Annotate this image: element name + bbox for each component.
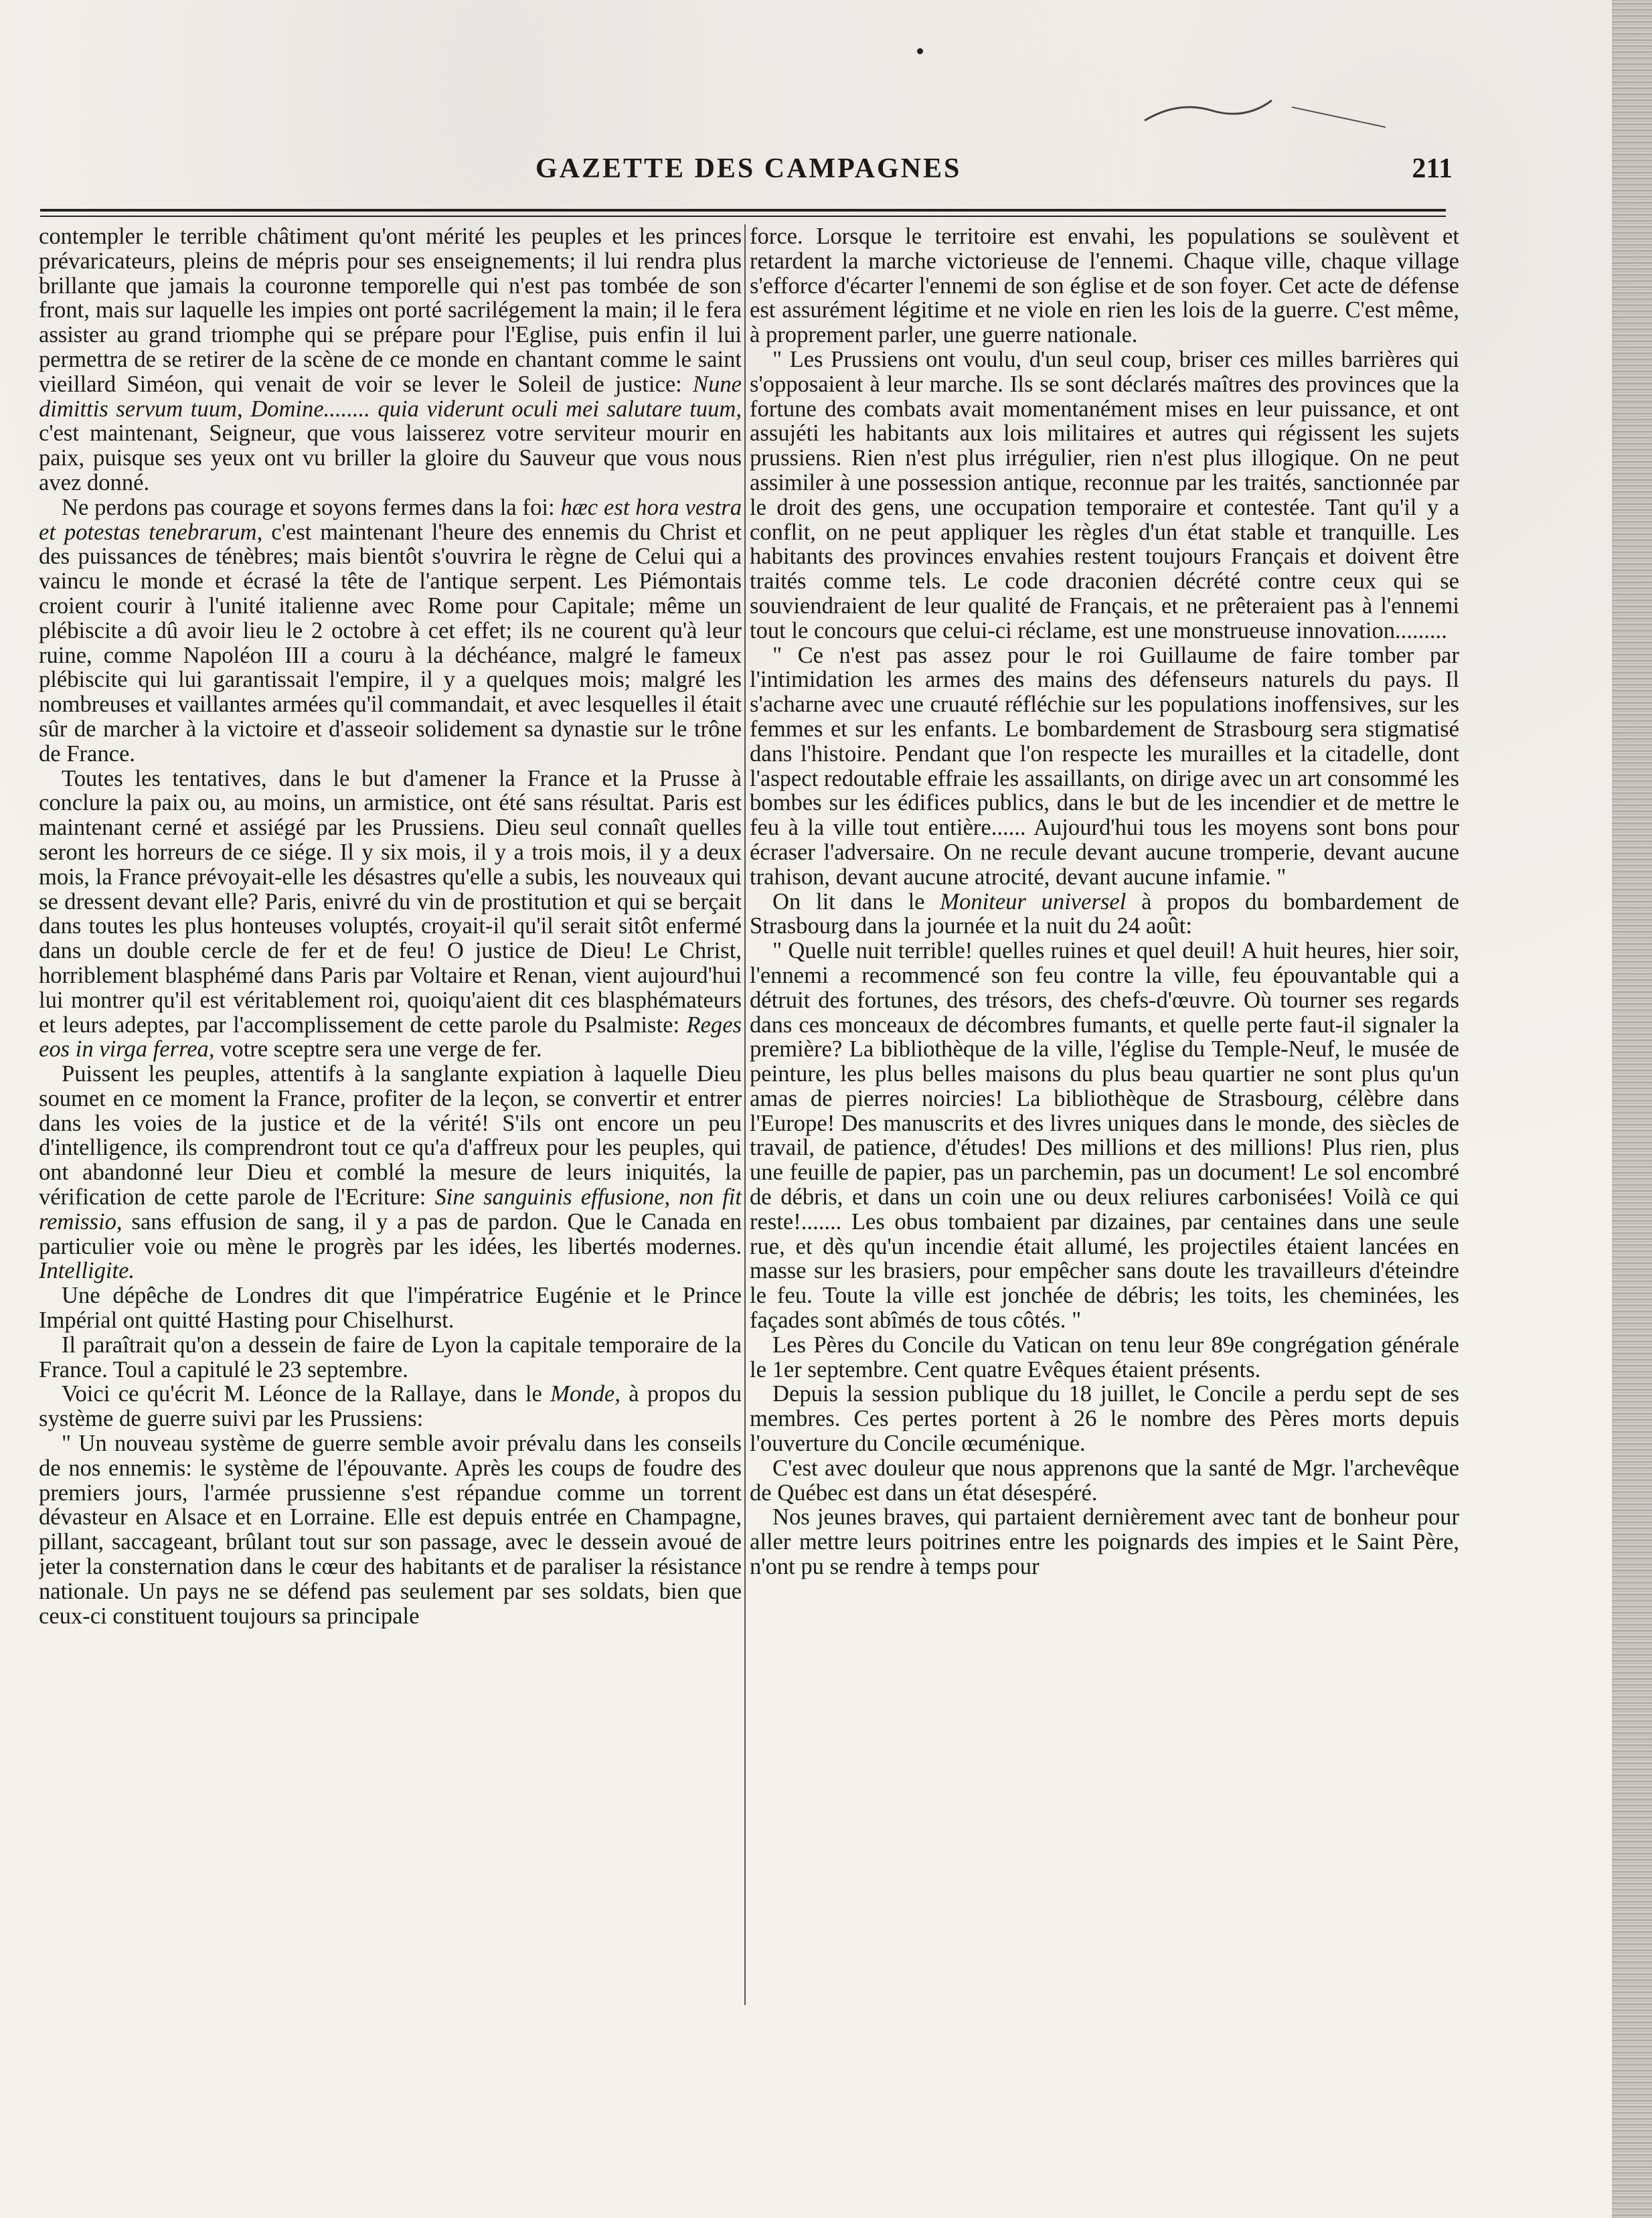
text-run: Ne perdons pas courage et soyons fermes dans la foi: [62,494,561,520]
paragraph-concile-membres [750,1382,1459,1455]
text-run: Puissent les peuples, attentifs à la sanglante expiation à laquelle Dieu soumet en ce moment la France, profiter de la leçon, se convertir et entrer dans les voies de la justice et de la vérité! S'ils ont encore un peu d'intelligence, ils comprendront tout ce qu'a d'affreux pour les peuples, qui ont abandonné leur Dieu et comblé la mesure de leurs iniquités, la vérification de cette parole de l'Ecriture: [39,1061,742,1210]
latin-quote: Intelligite. [39,1258,135,1284]
paragraph-force [750,224,1459,347]
text-run: " Un nouveau système de guerre semble avoir prévalu dans les conseils de nos ennemis: le système de l'épouvante. Après les coups de foudre des premiers jours, l'armée prussienne s'est répandue comme un torrent dévasteur en Alsace et en Lorraine. Elle est depuis entrée en Champagne, pillant, saccageant, brûlant tout sur son passage, avec le dessein avoué de jeter la consternation dans le cœur des habitants et de paraliser la résistance nationale. Un pays ne se défend pas seulement par ses soldats, bien que ceux-ci constituent toujours sa principale [39,1431,742,1629]
text-run: contempler le terrible châtiment qu'ont mérité les peuples et les princes prévaricateurs, pleins de mépris pour ses enseignements; il lui rendra plus brillante que jamais la couronne temporelle qui n'est pas tombée de son front, mais sur laquelle les impies ont porté sacrilégement la main; il le fera assister au grand triomphe qui se prépare pour l'Eglise, puis enfin il lui permettra de se retirer de la scène de ce monde en chantant comme le saint vieillard Siméon, qui venait de voir se lever le Soleil de justice: [39,224,742,397]
text-run: Nos jeunes braves, qui partaient dernièrement avec tant de bonheur pour aller mettre leurs poitrines entre les poignards des impies et le Saint Père, n'ont pu se rendre à temps pour [750,1504,1459,1580]
paragraph-concile-congregation [750,1333,1459,1382]
page-number: 211 [1412,153,1453,184]
journal-name: Monde, [550,1381,621,1407]
paragraph-puissent [39,1062,742,1283]
text-run: à propos du système de guerre suivi par les Prussiens: [39,1381,742,1432]
column-divider [744,224,746,2005]
journal-name: Moniteur universel [940,888,1127,915]
paragraph-tentatives [39,767,742,1062]
ink-speck [917,48,923,54]
paragraph-archeveque [750,1456,1459,1506]
text-run: Les Pères du Concile du Vatican on tenu leur 89e congrégation générale le 1er septembre. Cent quatre Evêques étaient présents. [750,1332,1459,1382]
journal-title: GAZETTE DES CAMPAGNES [535,153,962,184]
running-head [40,153,1453,200]
pencil-scrawl-icon [1138,80,1392,134]
paragraph-moniteur [750,890,1459,939]
paragraph-chatiment [39,224,742,495]
text-run: Depuis la session publique du 18 juillet, le Concile a perdu sept de ses membres. Ces pertes portent à 26 le nombre des Pères morts depuis l'ouverture du Concile œcuménique. [750,1381,1459,1457]
text-run: " Les Prussiens ont voulu, d'un seul coup, briser ces milles barrières qui s'opposaient à leur marche. Ils se sont déclarés maîtres des provinces que la fortune des combats avait momentanément mises en leur puissance, et ont assujéti les habitants aux lois militaires et autres qui régissent les sujets prussiens. Rien n'est plus irrégulier, rien n'est plus illogique. On ne peut assimiler à une possession antique, reconnue par les traités, sanctionnée par le droit des gens, une occupation temporaire et contestée. Tant qu'il y a conflit, on ne peut appliquer les règles d'un état stable et tranquille. Les habitants des provinces envahies restent toujours Français et doivent être traités comme tels. Le code draconien décrété contre ceux qui se souviendraient de leur qualité de Français, et ne prêteraient pas à l'ennemi tout le concours que celui-ci réclame, est une monstrueuse innovation......... [750,346,1459,643]
latin-quote: Reges eos in virga ferrea, [39,1012,742,1062]
paragraph-prussiens-barrieres [750,347,1459,643]
paragraph-lyon-capitale [39,1333,742,1382]
text-run: Il paraîtrait qu'on a dessein de faire de Lyon la capitale temporaire de la France. Toul a capitulé le 23 septembre. [39,1332,742,1382]
right-column [750,224,1459,1998]
paragraph-rallaye [39,1382,742,1431]
text-run: sans effusion de sang, il y a pas de pardon. Que le Canada en particulier voie ou mène le progrès par les idées, les libertés modernes. [39,1208,742,1259]
page-binding-edge [1612,0,1652,2218]
text-run: Voici ce qu'écrit M. Léonce de la Rallaye, dans le [62,1381,551,1407]
paragraph-systeme-epouvante [39,1431,742,1628]
text-run: " Ce n'est pas assez pour le roi Guillaume de faire tomber par l'intimidation les armes des mains des défenseurs naturels du pays. Il s'acharne avec une cruauté réfléchie sur les populations inoffensives, sur les femmes et sur les enfants. Le bombardement de Strasbourg sera stigmatisé dans l'histoire. Pendant que l'on respecte les murailles et la citadelle, dont l'aspect redoutable effraie les assaillants, on dirige avec un art consommé les bombes sur les édifices publics, dans le but de les incendier et de mettre le feu à la ville tout entière...... Aujourd'hui tous les moyens sont bons pour écraser l'adversaire. On ne recule devant aucune tromperie, devant aucune trahison, devant aucune atrocité, devant aucune infamie. " [750,642,1459,890]
text-run: force. Lorsque le territoire est envahi, les populations se soulèvent et retardent la marche victorieuse de l'ennemi. Chaque ville, chaque village s'efforce d'écarter l'ennemi de son église et de son foyer. Cet acte de défense est assurément légitime et ne viole en rien les lois de la guerre. C'est même, à proprement parler, une guerre nationale. [750,224,1459,348]
paragraph-depeche-londres [39,1283,742,1333]
text-run: C'est avec douleur que nous apprenons que la santé de Mgr. l'archevêque de Québec est dans un état désespéré. [750,1455,1459,1506]
latin-quote: Nune dimittis servum tuum, Domine........ quia viderunt oculi mei salutare tuum, [39,371,742,422]
latin-quote: Sine sanguinis effusione, non fit remissio, [39,1184,742,1235]
paragraph-nuit-terrible [750,939,1459,1333]
paragraph-roi-guillaume [750,643,1459,890]
text-run: c'est maintenant l'heure des ennemis du Christ et des puissances de ténèbres; mais bientôt s'ouvrira le règne de Celui qui a vaincu le monde et écrasé la tête de l'antique serpent. Les Piémontais croient courir à l'unité italienne avec Rome pour Capitale; même un plébiscite a dû avoir lieu le 2 octobre à cet effet; ils ne courent qu'à leur ruine, comme Napoléon III a couru à la déchéance, malgré le fameux plébiscite qui lui garantissait l'empire, il y a quelques mois; malgré les nombreuses et vaillantes armées qu'il commandait, et avec lesquelles il était sûr de marcher à la victoire et d'asseoir solidement sa dynastie sur le trône de France. [39,519,742,767]
paragraph-ne-perdons [39,495,742,767]
latin-quote: hæc est hora vestra et potestas tenebrarum, [39,494,742,545]
text-run: à propos du bombardement de Strasbourg dans la journée et la nuit du 24 août: [750,888,1459,939]
left-column [39,224,742,1998]
text-run: On lit dans le [772,888,940,915]
paragraph-jeunes-braves [750,1505,1459,1579]
text-run: votre sceptre sera une verge de fer. [214,1036,542,1062]
text-run: Toutes les tentatives, dans le but d'amener la France et la Prusse à conclure la paix ou, au moins, un armistice, ont été sans résultat. Paris est maintenant cerné et assiégé par les Prussiens. Dieu seul connaît quelles seront les horreurs de ce siége. Il y six mois, il y a trois mois, il y a deux mois, la France prévoyait-elle les désastres qu'elle a subis, les nouveaux qui se dressent devant elle? Paris, enivré du vin de prostitution et qui se berçait dans toutes les plus honteuses voluptés, croyait-il qu'il serait sitôt enfermé dans un double cercle de fer et de feu! O justice de Dieu! Le Christ, horriblement blasphémé dans Paris par Voltaire et Renan, vient aujourd'hui lui montrer qu'il est véritablement roi, quoiqu'aient dit ces blasphémateurs et leurs adeptes, par l'accomplissement de cette parole du Psalmiste: [39,765,742,1038]
text-run: Une dépêche de Londres dit que l'impératrice Eugénie et le Prince Impérial ont quitté Hasting pour Chiselhurst. [39,1283,742,1334]
text-run: c'est maintenant, Seigneur, que vous laisserez votre serviteur mourir en paix, puisque ses yeux ont vu briller la gloire du Sauveur que vous nous avez donné. [39,420,742,495]
header-rule [40,209,1446,217]
text-run: " Quelle nuit terrible! quelles ruines et quel deuil! A huit heures, hier soir, l'ennemi a recommencé son feu contre la ville, feu épouvantable qui a détruit des fortunes, des trésors, des chefs-d'œuvre. Où tourner ses regards dans ces monceaux de décombres fumants, et quelle perte faut-il signaler la première? La bibliothèque de la ville, l'église du Temple-Neuf, le musée de peinture, les plus belles maisons du plus beau quartier ne sont plus qu'un amas de pierres noircies! La bibliothèque de Strasbourg, célèbre dans l'Europe! Des manuscrits et des livres uniques dans le monde, des siècles de travail, de patience, d'études! Des millions et des millions! Plus rien, plus une feuille de papier, pas un parchemin, pas un document! Le sol encombré de débris, et dans un coin une ou deux reliures carbonisées! Voilà ce qui reste!....... Les obus tombaient par dizaines, par centaines dans une seule rue, et dès qu'un incendie était allumé, les projectiles étaient lancées en masse sur les brasiers, pour empêcher sans doute les travailleurs d'éteindre le feu. Toute la ville est jonchée de débris; les toits, les cheminées, les façades sont abîmés de tous côtés. " [750,938,1459,1334]
